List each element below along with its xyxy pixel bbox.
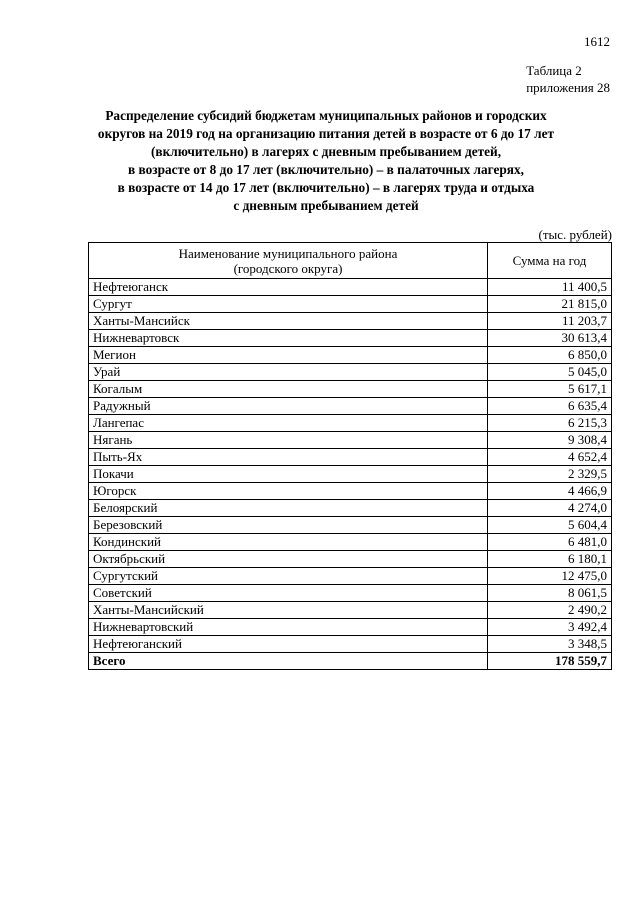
table-row	[89, 449, 612, 466]
annual-amount: 5 045,0	[488, 364, 612, 381]
municipality-name: Березовский	[89, 517, 488, 534]
municipality-name: Лангепас	[89, 415, 488, 432]
table-row	[89, 415, 612, 432]
annual-amount: 9 308,4	[488, 432, 612, 449]
page-number: 1612	[584, 34, 610, 49]
municipality-name: Октябрьский	[89, 551, 488, 568]
title-line: Распределение субсидий бюджетам муниципальных районов и городских	[105, 108, 547, 123]
annual-amount: 30 613,4	[488, 330, 612, 347]
header-municipality-line-1: Наименование муниципального района	[178, 245, 398, 261]
table-row	[89, 500, 612, 517]
table-reference-line-1: Таблица 2	[526, 63, 582, 78]
table-reference	[526, 62, 610, 96]
document-title	[80, 107, 572, 215]
table-row	[89, 398, 612, 415]
municipality-name: Сургутский	[89, 568, 488, 585]
table-row	[89, 483, 612, 500]
annual-amount: 3 348,5	[488, 636, 612, 653]
table-row	[89, 279, 612, 296]
table-row	[89, 381, 612, 398]
table-row	[89, 313, 612, 330]
table-row	[89, 585, 612, 602]
municipality-name: Урай	[89, 364, 488, 381]
table-row	[89, 534, 612, 551]
table-row	[89, 296, 612, 313]
annual-amount: 21 815,0	[488, 296, 612, 313]
municipality-name: Нефтеюганский	[89, 636, 488, 653]
units-label: (тыс. рублей)	[538, 227, 612, 242]
municipality-name: Ханты-Мансийский	[89, 602, 488, 619]
annual-amount: 12 475,0	[488, 568, 612, 585]
total-amount: 178 559,7	[488, 653, 612, 670]
header-municipality-line-2: (городского округа)	[233, 260, 343, 276]
title-line: с дневным пребыванием детей	[233, 198, 419, 213]
annual-amount: 4 466,9	[488, 483, 612, 500]
table-row	[89, 330, 612, 347]
municipality-name: Нижневартовск	[89, 330, 488, 347]
municipality-name: Когалым	[89, 381, 488, 398]
header-municipality	[89, 243, 488, 279]
title-line: в возрасте от 14 до 17 лет (включительно) – в лагерях труда и отдыха	[117, 180, 535, 195]
table-row	[89, 432, 612, 449]
table-row	[89, 364, 612, 381]
table-row	[89, 551, 612, 568]
municipality-name: Радужный	[89, 398, 488, 415]
annual-amount: 8 061,5	[488, 585, 612, 602]
municipality-name: Белоярский	[89, 500, 488, 517]
header-amount: Сумма на год	[488, 243, 612, 279]
annual-amount: 6 635,4	[488, 398, 612, 415]
municipality-name: Покачи	[89, 466, 488, 483]
table-row	[89, 568, 612, 585]
annual-amount: 6 215,3	[488, 415, 612, 432]
annual-amount: 11 203,7	[488, 313, 612, 330]
municipality-name: Сургут	[89, 296, 488, 313]
title-line: округов на 2019 год на организацию питания детей в возрасте от 6 до 17 лет	[97, 126, 555, 141]
table-row	[89, 602, 612, 619]
annual-amount: 6 180,1	[488, 551, 612, 568]
municipality-name: Мегион	[89, 347, 488, 364]
annual-amount: 2 490,2	[488, 602, 612, 619]
table-row	[89, 619, 612, 636]
total-label: Всего	[89, 653, 488, 670]
municipality-name: Пыть-Ях	[89, 449, 488, 466]
table-row	[89, 517, 612, 534]
subsidy-table	[88, 242, 612, 670]
annual-amount: 6 850,0	[488, 347, 612, 364]
annual-amount: 5 604,4	[488, 517, 612, 534]
table-row	[89, 636, 612, 653]
municipality-name: Кондинский	[89, 534, 488, 551]
annual-amount: 5 617,1	[488, 381, 612, 398]
table-header-row	[89, 243, 612, 279]
title-line: (включительно) в лагерях с дневным пребыванием детей,	[150, 144, 502, 159]
annual-amount: 2 329,5	[488, 466, 612, 483]
municipality-name: Советский	[89, 585, 488, 602]
municipality-name: Ханты-Мансийск	[89, 313, 488, 330]
municipality-name: Нефтеюганск	[89, 279, 488, 296]
table-total-row	[89, 653, 612, 670]
table-row	[89, 466, 612, 483]
municipality-name: Нягань	[89, 432, 488, 449]
municipality-name: Нижневартовский	[89, 619, 488, 636]
annual-amount: 6 481,0	[488, 534, 612, 551]
annual-amount: 3 492,4	[488, 619, 612, 636]
table-reference-line-2: приложения 28	[526, 80, 610, 95]
annual-amount: 4 652,4	[488, 449, 612, 466]
municipality-name: Югорск	[89, 483, 488, 500]
annual-amount: 4 274,0	[488, 500, 612, 517]
title-line: в возрасте от 8 до 17 лет (включительно) – в палаточных лагерях,	[128, 162, 524, 177]
table-row	[89, 347, 612, 364]
annual-amount: 11 400,5	[488, 279, 612, 296]
